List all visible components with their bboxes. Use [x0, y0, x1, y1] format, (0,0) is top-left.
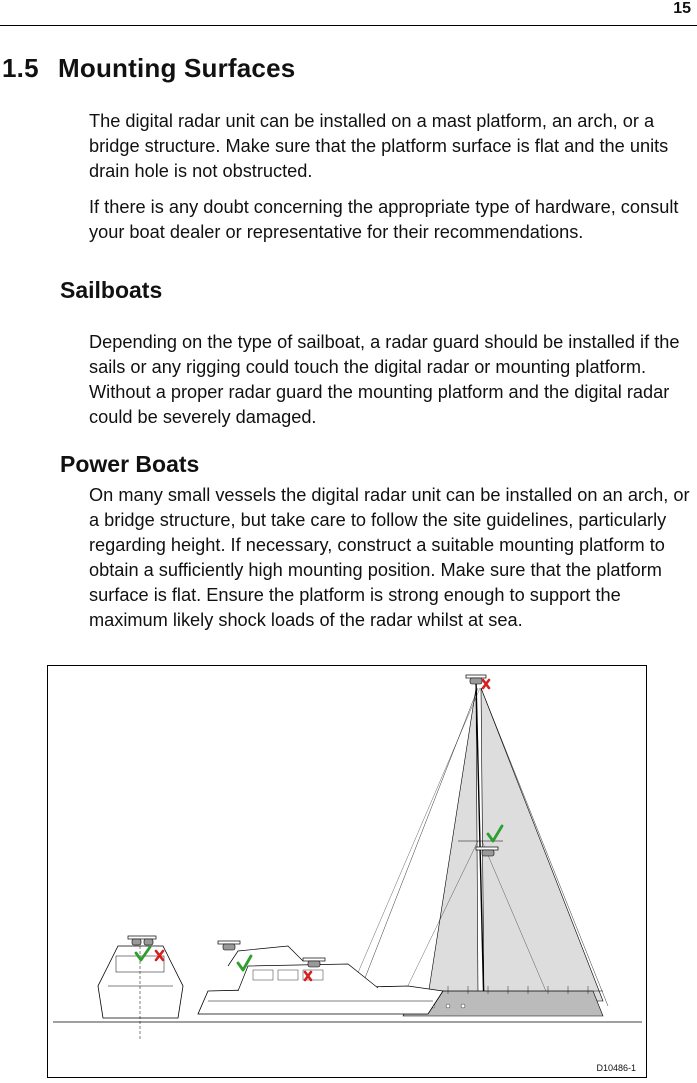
figure-id: D10486-1 [596, 1063, 636, 1073]
mainsail [428, 688, 478, 996]
jib-sail [481, 688, 603, 1001]
sailboats-heading: Sailboats [60, 277, 163, 303]
mounting-figure [47, 665, 647, 1078]
header-rule [0, 25, 697, 26]
powerboat-hull [198, 986, 443, 1014]
power-boats-heading: Power Boats [60, 451, 200, 477]
section-title [2, 53, 295, 84]
front-radar [128, 936, 156, 945]
powerboat-side [198, 941, 443, 1014]
power-boats-paragraph: On many small vessels the digital radar unit can be installed on an arch, or a bridge structure, but take care to follow the site guidelines, particularly regarding height. If necessary, construct a suitable mounting platform to obtain a sufficiently high mounting position. Make sure that the platform surface is flat. Ensure the platform is strong enough to support the maximum likely shock loads of the radar whilst at sea. [89, 485, 690, 630]
page-number: 15 [673, 0, 691, 17]
intro-paragraph-2: If there is any doubt concerning the appropriate type of hardware, consult your boat dealer or representative for their recommendations. [89, 197, 679, 242]
section-title-text: Mounting Surfaces [58, 53, 296, 83]
powerboat-front [98, 936, 183, 1041]
sailboats-paragraph: Depending on the type of sailboat, a radar guard should be installed if the sails or any rigging could touch the digital radar or mounting platform. Without a proper radar guard the mounting platform and the digital radar could be severely damaged. [89, 332, 680, 427]
front-hull [98, 946, 183, 1018]
intro-paragraph-1: The digital radar unit can be installed on a mast platform, an arch, or a bridge structure. Make sure that the platform surface is flat and the units drain hole is not obstructed. [89, 111, 669, 181]
boats-illustration [48, 666, 646, 1077]
sailboat [348, 675, 608, 1016]
arch-radar [218, 941, 240, 950]
cross-icon [483, 680, 489, 688]
section-number: 1.5 [2, 53, 39, 83]
